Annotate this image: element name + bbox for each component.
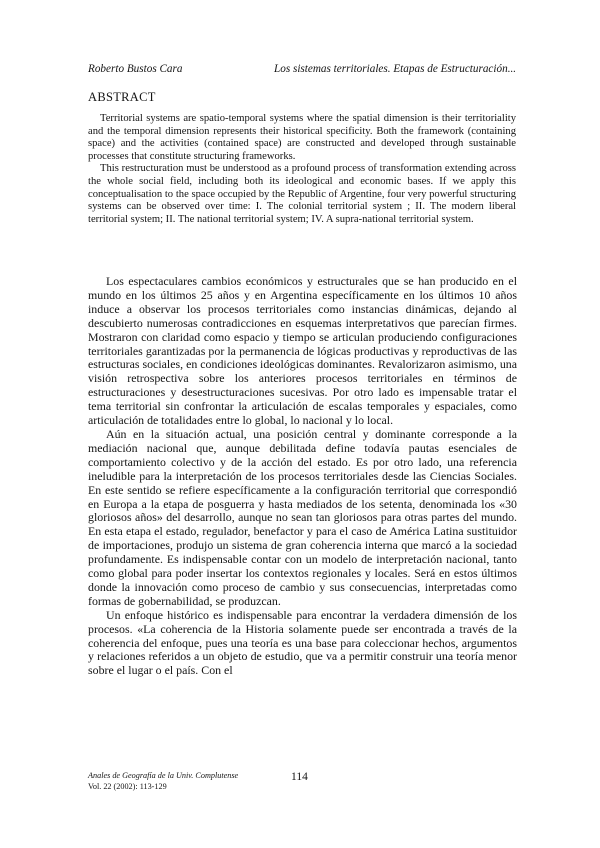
body-paragraph-2: Aún en la situación actual, una posición central y dominante corresponde a la mediación nacional que, aunque debilitada define todavía pautas esenciales de comportamiento colectivo y de la acción del estado. Es por otro lado, una referencia ineludible para la interpretación de los procesos territoriales desde las Ciencias Sociales. En este sentido se refiere específicamente a la configuración territorial que correspondió en Europa a la etapa de posguerra y hasta mediados de los setenta, denominada los «30 gloriosos años» del desarrollo, aunque no sean tan gloriosos para otras partes del mundo. En esta etapa el estado, regulador, benefactor y para el caso de América Latina sustituidor de importaciones, produjo un sistema de gran coherencia interna que marcó a la sociedad profundamente. Es indispensable contar con un modelo de interpretación nacional, tanto como global para poder insertar los contextos regionales y locales. Será en estos últimos donde la innovación como proceso de cambio y sus consecuencias, interpretadas como formas de gobernabilidad, se produzcan. [88, 426, 517, 608]
abstract-heading: ABSTRACT [88, 90, 156, 104]
page-number: 114 [291, 771, 308, 783]
body-text [88, 275, 517, 678]
abstract-paragraph-1: Territorial systems are spatio-temporal systems where the spatial dimension is their territoriality and the temporal dimension represents their historical specificity. Both the framework (containing space) and the activities (contained space) are constructed and developed through sustainable processes that constitute structuring frameworks. [88, 113, 516, 162]
body-paragraph-1: Los espectaculares cambios económicos y estructurales que se han producido en el mundo en los últimos 25 años y en Argentina específicamente en los últimos 10 años induce a observar los procesos territoriales como instancias dinámicas, dejando al descubierto numerosas contradicciones en esquemas interpretativos que parecían firmes. Mostraron con claridad como espacio y tiempo se articulan produciendo configuraciones territoriales garantizadas por la permanencia de lógicas productivas y reproductivas de las estructuras sociales, en condiciones ideológicas dominantes. Revalorizaron asimismo, una visión retrospectiva sobre los anteriores procesos territoriales en términos de estructuraciones y desestructuraciones sucesivas. Por otro lado es impensable tratar el tema territorial sin confrontar la articulación de escalas temporales y espaciales, como articulación de totalidades entre lo global, lo nacional y lo local. [88, 274, 517, 428]
running-header-title: Los sistemas territoriales. Etapas de Estructuración... [274, 63, 517, 75]
footer-volume-info: Vol. 22 (2002): 113-129 [88, 782, 167, 791]
body-paragraph-3: Un enfoque histórico es indispensable para encontrar la verdadera dimensión de los procesos. «La coherencia de la Historia solamente puede ser encontrada a través de la coherencia del enfoque, pues una teoría es una base para coleccionar hechos, argumentos y relaciones referidos a un objeto de estudio, que va a permitir construir una teoría menor sobre el lugar o el país. Con el [88, 607, 517, 678]
abstract-section [88, 113, 516, 226]
running-header-author: Roberto Bustos Cara [88, 63, 183, 75]
abstract-paragraph-2: This restructuration must be understood as a profound process of transformation extending across the whole social field, including both its ideological and economic bases. If we apply this conceptualisation to the space occupied by the Republic of Argentine, four very powerful structuring systems can be observed over time: I. The colonial territorial system ; II. The modern liberal territorial system; II. The national territorial system; IV. A supra-national territorial system. [88, 163, 516, 225]
footer-journal-name: Anales de Geografía de la Univ. Complutense [88, 771, 239, 780]
